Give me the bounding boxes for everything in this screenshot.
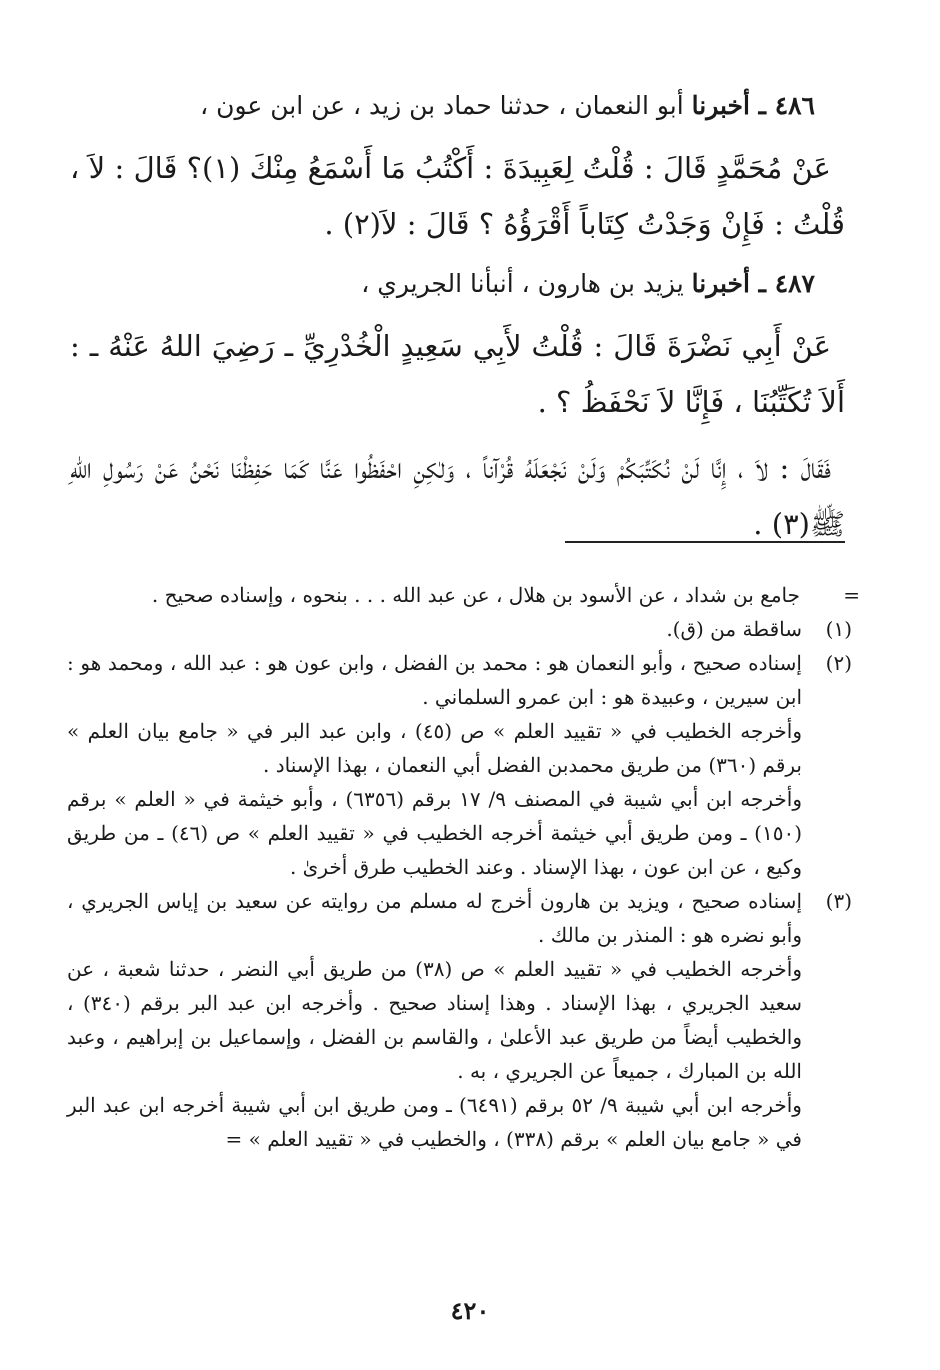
isnad-chain: يزيد بن هارون ، أنبأنا الجريري ، (361, 269, 684, 298)
footnote-3 (67, 884, 852, 1156)
hadith-486 (70, 84, 845, 252)
hadith-matn: فَقَالَ : لاَ ، إِنَّا لَنْ نُكَتِّبَكُمْ وَلَنْ نَجْعَلَهُ قُرْآناً ، وَلٰكِنِ احْفَظُوا عَنَّا كَمَا حَفِظْنَا نَحْنُ عَنْ رَسُولِ اللهِ ﷺ(٣) . (70, 451, 845, 541)
akhbarana-word: أخبرنا (691, 269, 750, 298)
footnote-number: (٢) (825, 651, 852, 675)
footnote-number: (٣) (825, 889, 852, 913)
footnote-paragraph: إسناده صحيح ، ويزيد بن هارون أخرج له مسلم من روايته عن سعيد بن إياس الجريري ، وأبو نضره هو : المنذر بن مالك . (67, 889, 802, 947)
footnote-paragraph: جامع بن شداد ، عن الأسود بن هلال ، عن عبد الله . . . بنحوه ، وإسناده صحيح . (151, 583, 800, 607)
hadith-number: ٤٨٧ (774, 269, 815, 298)
footnote-continuation (67, 578, 860, 612)
footnote-paragraph: ساقطة من (ق). (666, 617, 802, 641)
footnote-paragraph: وأخرجه الخطيب في « تقييد العلم » ص (٤٥) ، وابن عبد البر في « جامع بيان العلم » برقم (٣٦٠) من طريق محمدبن الفضل أبي النعمان ، بهذا الإسناد . (67, 719, 802, 777)
footnote-paragraph: وأخرجه الخطيب في « تقييد العلم » ص (٣٨) من طريق أبي النضر ، حدثنا شعبة ، عن سعيد الجريري ، بهذا الإسناد . وهذا إسناد صحيح . وأخرجه ابن عبد البر برقم (٣٤٠) ، والخطيب أيضاً من طريق عبد الأعلىٰ ، والقاسم بن الفضل ، وإسماعيل بن إبراهيم ، وعبد الله بن المبارك ، جميعاً عن الجريري ، به . (67, 957, 802, 1083)
footnote-number: (١) (825, 617, 852, 641)
footnote-separator (565, 541, 845, 543)
footnotes (67, 578, 860, 1156)
hadith-487 (70, 262, 845, 552)
footnote-2 (67, 646, 852, 884)
footnote-paragraph: وأخرجه ابن أبي شيبة ٩/ ٥٢ برقم (٦٤٩١) ـ ومن طريق ابن أبي شيبة أخرجه ابن عبد البر في « جامع بيان العلم » برقم (٣٣٨) ، والخطيب في « تقييد العلم » = (67, 1093, 802, 1151)
hadith-matn: عَنْ مُحَمَّدٍ قَالَ : قُلْتُ لِعَبِيدَةَ : أَكْتُبُ مَا أَسْمَعُ مِنْكَ (١)؟ قَالَ : لاَ ، قُلْتُ : فَإِنْ وَجَدْتُ كِتَاباً أَقْرَؤُهُ ؟ قَالَ : لاَ(٢) . (70, 151, 845, 241)
hadith-isnad: ٤٨٧ ـ أخبرنا يزيد بن هارون ، أنبأنا الجريري ، (361, 269, 815, 298)
continuation-mark: = (843, 583, 860, 607)
hadith-number: ٤٨٦ (774, 91, 815, 120)
footnote-paragraph: وأخرجه ابن أبي شيبة في المصنف ٩/ ١٧ برقم (٦٣٥٦) ، وأبو خيثمة في « العلم » برقم (١٥٠) ـ ومن طريق أبي خيثمة أخرجه الخطيب في « تقييد العلم » ص (٤٦) ـ من طريق وكيع ، عن ابن عون ، بهذا الإسناد . وعند الخطيب طرق أخرىٰ . (67, 787, 802, 879)
akhbarana-word: أخبرنا (691, 91, 750, 120)
page-number: ٤٢٠ (450, 1296, 490, 1325)
hadith-isnad: ٤٨٦ ـ أخبرنا أبو النعمان ، حدثنا حماد بن زيد ، عن ابن عون ، (200, 91, 815, 120)
footnote-1 (67, 612, 852, 646)
hadith-matn: عَنْ أَبِي نَضْرَةَ قَالَ : قُلْتُ لأَبِي سَعِيدٍ الْخُدْرِيِّ ـ رَضِيَ اللهُ عَنْهُ ـ : أَلاَ تُكَتِّبُنَا ، فَإِنَّا لاَ نَحْفَظُ ؟ . (70, 329, 845, 419)
isnad-chain: أبو النعمان ، حدثنا حماد بن زيد ، عن ابن عون ، (200, 91, 684, 120)
footnote-paragraph: إسناده صحيح ، وأبو النعمان هو : محمد بن الفضل ، وابن عون هو : عبد الله ، ومحمد هو : ابن سيرين ، وعبيدة هو : ابن عمرو السلماني . (67, 651, 802, 709)
hadith-text-block (70, 84, 845, 562)
